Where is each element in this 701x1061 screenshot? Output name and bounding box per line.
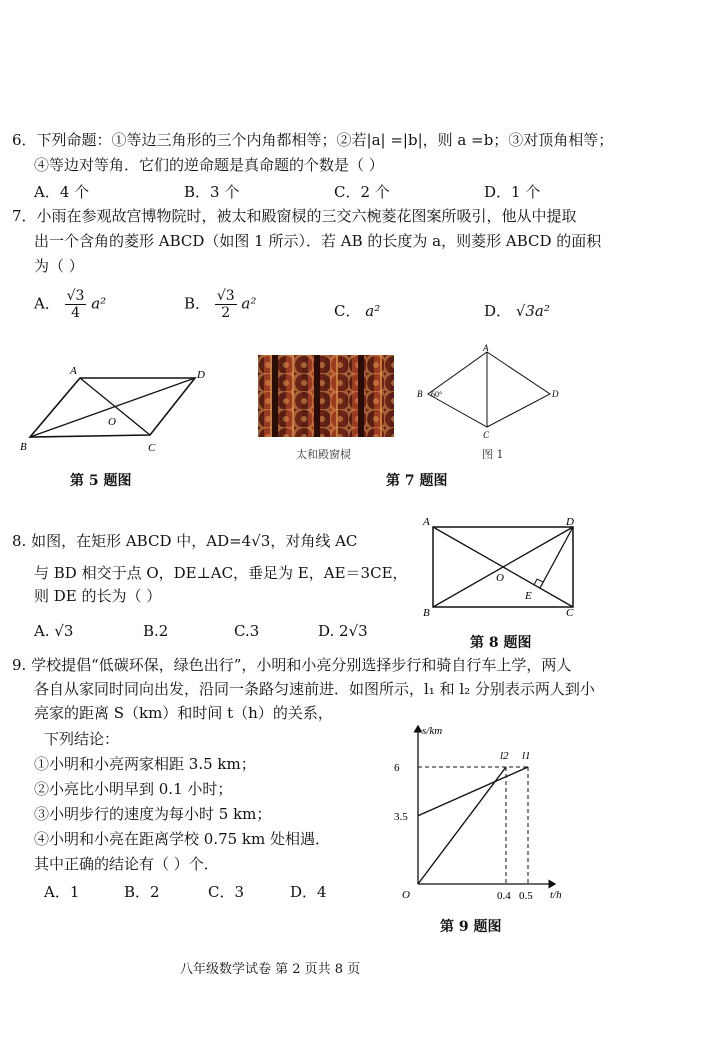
q7-option-d	[484, 300, 550, 321]
fig8-label-e: E	[525, 590, 532, 602]
q8-line2: 与 BD 相交于点 O，DE⊥AC，垂足为 E，AE＝3CE，	[34, 564, 408, 582]
q9-option-a: A．1	[44, 883, 80, 901]
q9-option-c: C．3	[208, 883, 245, 901]
fig1-label-a: A	[483, 343, 489, 353]
figure-1-rhombus	[410, 342, 570, 442]
q9-conclusion-4: ④小明和小亮在距离学校 0.75 km 处相遇．	[34, 830, 331, 848]
figure-8-rectangle	[418, 512, 583, 622]
q7-option-c	[334, 300, 380, 321]
q7-option-b-numerator: √3	[216, 288, 235, 304]
fig8-label-c: C	[566, 607, 574, 619]
q9-line1: 9. 学校提倡“低碳环保，绿色出行”，小明和小亮分别选择步行和骑自行车上学，两人	[12, 656, 572, 674]
q8-line1: 8. 如图，在矩形 ABCD 中，AD=4√3，对角线 AC	[12, 532, 358, 550]
q9-line4: 下列结论：	[44, 730, 120, 748]
fig9-caption: 第 9 题图	[440, 919, 502, 935]
fig1-label-b: B	[417, 389, 423, 399]
q7-option-d-label: D．	[484, 302, 512, 320]
q9-conclusion-2: ②小亮比小明早到 0.1 小时；	[34, 780, 233, 798]
fig5-label-b: B	[20, 441, 27, 453]
fig8-caption: 第 8 题图	[470, 635, 532, 651]
q8-line3: 则 DE 的长为（ ）	[34, 587, 162, 605]
q6-line1: 6．下列命题：①等边三角形的三个内角都相等；②若|a| =|b|，则 a =b；③对顶角相等；	[12, 131, 614, 149]
q6-option-b: B．3 个	[184, 183, 240, 201]
q7-line3: 为（ ）	[34, 257, 84, 275]
q6-line2: ④等边对等角．它们的逆命题是真命题的个数是（ ）	[34, 156, 384, 174]
fig5-label-d: D	[197, 369, 205, 381]
q9-option-b: B．2	[124, 883, 160, 901]
q9-conclusion-3: ③小明步行的速度为每小时 5 km；	[34, 805, 272, 823]
q7-option-b-var: a²	[241, 294, 257, 313]
series-label-l1: l1	[522, 750, 531, 762]
q7-option-a-denominator: 4	[71, 305, 80, 321]
q9-line2: 各自从家同时同向出发，沿同一条路匀速前进．如图所示，l₁ 和 l₂ 分别表示两人到小	[34, 680, 595, 698]
q7-option-a-numerator: √3	[66, 288, 85, 304]
series-line-l1	[418, 767, 528, 816]
series-line-l2	[418, 767, 506, 884]
q7-option-c-label: C．	[334, 302, 361, 320]
q6-option-c: C．2 个	[334, 183, 390, 201]
series-label-l2: l2	[500, 750, 509, 762]
q8-option-b: B.2	[143, 622, 169, 640]
x-axis-label: t/h	[550, 889, 562, 901]
q7-option-a-fraction	[65, 288, 87, 321]
q9-line3: 亮家的距离 S（km）和时间 t（h）的关系，	[34, 704, 333, 722]
q7-option-b	[184, 288, 256, 321]
q7-option-a-var: a²	[91, 294, 107, 313]
fig1-angle-label: 60°	[431, 390, 443, 399]
fig5-caption: 第 5 题图	[70, 473, 132, 489]
fig1-label-c: C	[483, 430, 490, 440]
q6-option-d: D．1 个	[484, 183, 541, 201]
q6-option-a: A．4 个	[34, 183, 90, 201]
fig8-label-b: B	[423, 607, 430, 619]
origin-label: O	[402, 889, 410, 901]
q9-option-d: D．4	[290, 883, 327, 901]
q8-option-c: C.3	[234, 622, 260, 640]
fig5-label-o: O	[108, 416, 116, 428]
fig1-caption: 图 1	[482, 448, 504, 461]
fig5-label-c: C	[148, 442, 156, 454]
q9-question: 其中正确的结论有（ ）个．	[34, 855, 219, 873]
photo-caption: 太和殿窗棂	[296, 448, 351, 461]
page-footer: 八年级数学试卷 第 2 页共 8 页	[180, 962, 361, 977]
x-tick-label-1: 0.5	[519, 890, 533, 902]
q7-line1: 7．小雨在参观故宫博物院时，被太和殿窗棂的三交六椀菱花图案所吸引，他从中提取	[12, 207, 577, 225]
y-tick-label-0: 3.5	[394, 810, 408, 823]
q7-option-b-fraction	[215, 288, 237, 321]
y-tick-label-1: 6	[394, 762, 400, 774]
fig5-label-a: A	[70, 365, 77, 377]
q9-conclusion-1: ①小明和小亮两家相距 3.5 km；	[34, 755, 256, 773]
rhombus-outline	[428, 352, 550, 427]
fig7-caption: 第 7 题图	[386, 473, 448, 489]
figure-5-parallelogram	[15, 360, 215, 460]
q7-option-d-value: √3a²	[515, 302, 550, 320]
figure-9-chart	[360, 720, 580, 910]
q8-option-d: D. 2√3	[318, 622, 368, 640]
fig8-label-a: A	[423, 516, 430, 528]
q7-option-b-denominator: 2	[221, 305, 231, 321]
fig8-label-d: D	[566, 516, 574, 528]
q7-line2: 出一个含角的菱形 ABCD（如图 1 所示）．若 AB 的长度为 a，则菱形 ABCD 的面积	[34, 232, 602, 250]
y-axis-label: s/km	[422, 725, 443, 737]
x-tick-label-0: 0.4	[497, 890, 511, 902]
q7-option-a-label: A．	[34, 294, 60, 313]
q8-option-a: A. √3	[34, 622, 74, 640]
fig8-label-o: O	[496, 572, 504, 584]
q7-option-c-var: a²	[365, 302, 381, 320]
q7-option-b-label: B．	[184, 294, 211, 313]
q7-option-a	[34, 288, 106, 321]
window-lattice-photo	[258, 355, 394, 437]
fig1-label-d: D	[552, 389, 559, 399]
